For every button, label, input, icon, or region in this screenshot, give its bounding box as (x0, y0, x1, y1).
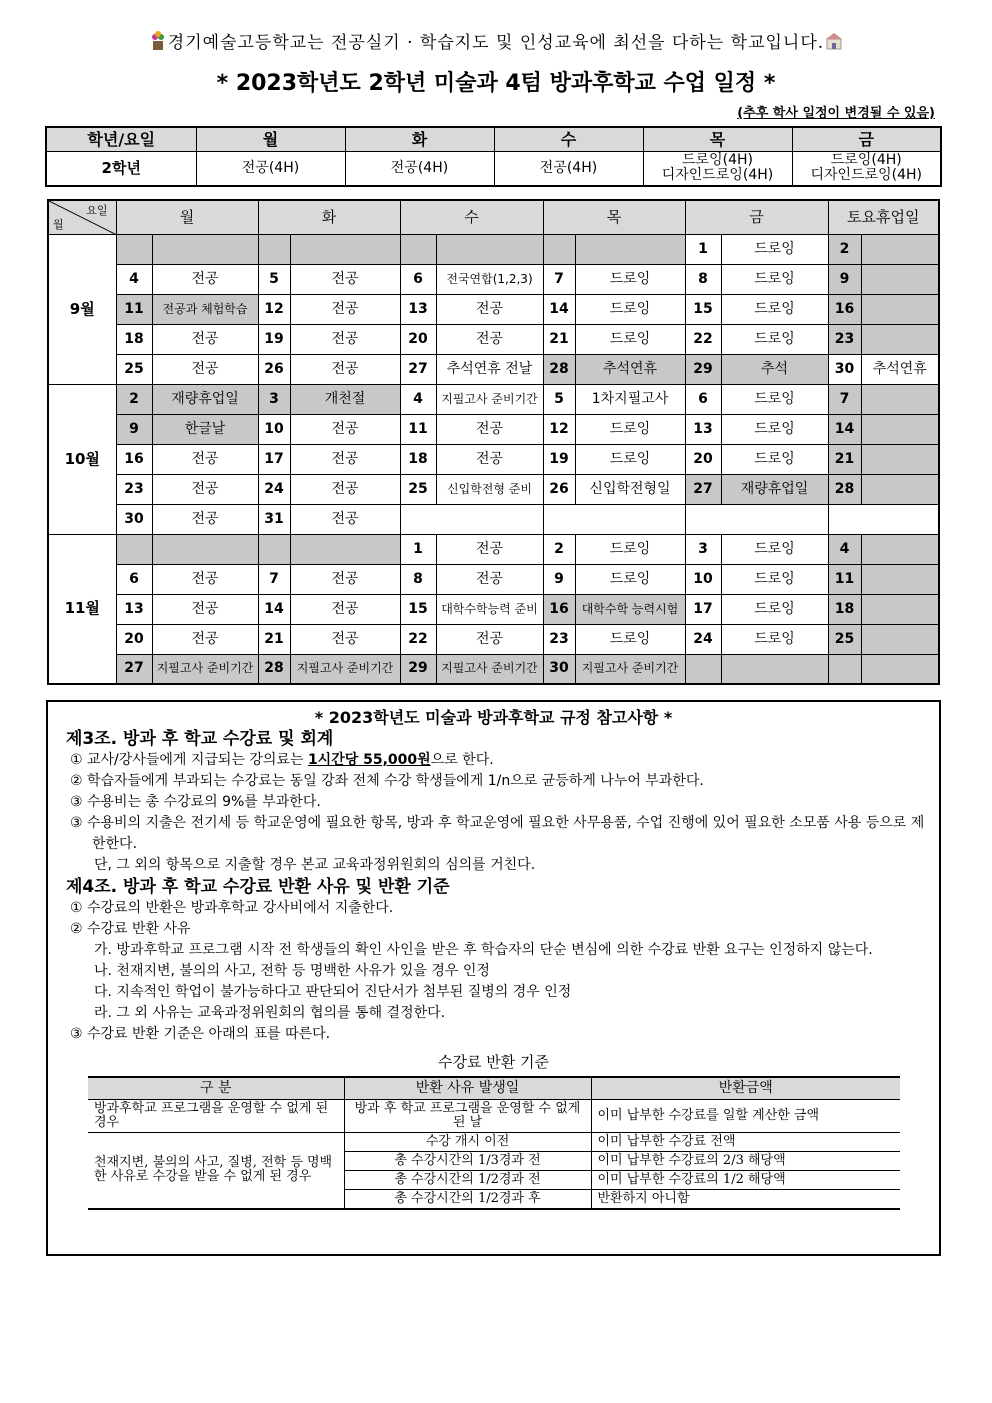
date-event: 드로잉 (575, 324, 685, 354)
date-event: 드로잉 (575, 294, 685, 324)
date-number (258, 234, 290, 264)
rule-item: ③ 수용비의 지출은 전기세 등 학교운영에 필요한 항목, 방과 후 학교운영에 필요한 사무용품, 수업 진행에 있어 필요한 소모품 사용 등으로 제한한다. (70, 815, 925, 852)
date-number: 20 (685, 444, 721, 474)
date-number: 23 (543, 624, 575, 654)
date-number: 16 (828, 294, 861, 324)
date-event: 드로잉 (575, 414, 685, 444)
date-event: 드로잉 (721, 564, 828, 594)
date-number: 25 (828, 624, 861, 654)
calendar-week-row (48, 534, 939, 564)
date-number: 12 (258, 294, 290, 324)
calendar-week-row (48, 654, 939, 684)
date-number: 17 (685, 594, 721, 624)
refund-date: 방과 후 학교 프로그램을 운영할 수 없게 된 날 (344, 1099, 591, 1132)
refund-amount: 이미 납부한 수강료의 2/3 해당액 (591, 1151, 900, 1170)
date-number: 11 (116, 294, 152, 324)
date-event: 전공 (152, 444, 258, 474)
schedule-change-note: (추후 학사 일정이 변경될 수 있음) (737, 106, 935, 121)
date-event: 전공 (436, 414, 543, 444)
date-number: 21 (258, 624, 290, 654)
calendar-week-row (48, 294, 939, 324)
date-number: 4 (116, 264, 152, 294)
date-event (861, 654, 939, 684)
date-event: 재량휴업일 (721, 474, 828, 504)
date-event (861, 384, 939, 414)
date-number: 16 (116, 444, 152, 474)
date-number: 11 (828, 564, 861, 594)
calendar-week-row (48, 324, 939, 354)
rules-title: * 2023학년도 미술과 방과후학교 규정 참고사항 * (314, 708, 673, 727)
date-event: 1차지필고사 (575, 384, 685, 414)
date-event: 드로잉 (721, 294, 828, 324)
date-event: 지필고사 준비기간 (436, 384, 543, 414)
date-event: 대학수학 능력시험 (575, 594, 685, 624)
summary-header-cell: 금 (792, 127, 941, 151)
date-event: 드로잉 (721, 594, 828, 624)
date-number: 6 (116, 564, 152, 594)
date-number: 12 (543, 414, 575, 444)
weekly-summary-table (45, 126, 942, 187)
date-number: 20 (116, 624, 152, 654)
slogan-text: 경기예술고등학교는 전공실기 · 학습지도 및 인성교육에 최선을 다하는 학교입니다. (167, 33, 825, 53)
date-number: 10 (685, 564, 721, 594)
calendar-week-row (48, 414, 939, 444)
refund-header-cell: 구 분 (88, 1077, 344, 1099)
calendar-week-row (48, 264, 939, 294)
date-number: 19 (543, 444, 575, 474)
page-title: * 2023학년도 2학년 미술과 4텀 방과후학교 수업 일정 * (216, 71, 776, 96)
date-number: 14 (828, 414, 861, 444)
date-number: 6 (400, 264, 436, 294)
date-number: 5 (258, 264, 290, 294)
date-number (685, 654, 721, 684)
date-event: 드로잉 (575, 564, 685, 594)
date-event (861, 474, 939, 504)
summary-line: 디자인드로잉(4H) (661, 167, 774, 184)
date-event: 전공 (152, 354, 258, 384)
date-event (290, 534, 400, 564)
date-event (861, 594, 939, 624)
refund-amount: 이미 납부한 수강료의 1/2 해당액 (591, 1170, 900, 1189)
date-number: 27 (116, 654, 152, 684)
date-number: 3 (685, 534, 721, 564)
summary-grade: 2학년 (46, 151, 196, 186)
corner-header (48, 200, 116, 234)
empty-cell (828, 504, 939, 534)
date-number: 21 (828, 444, 861, 474)
date-event (721, 654, 828, 684)
date-number: 15 (685, 294, 721, 324)
date-event (861, 624, 939, 654)
date-event: 전공 (152, 564, 258, 594)
rule-subitem: 라. 그 외 사유는 교육과정위원회의 협의를 통해 결정한다. (94, 1005, 446, 1021)
date-event: 드로잉 (721, 534, 828, 564)
calendar-week-row (48, 444, 939, 474)
rule-text: ① 교사/강사들에게 지급되는 강의료는 (70, 752, 308, 768)
date-event: 전공 (152, 264, 258, 294)
date-number: 28 (828, 474, 861, 504)
date-event (861, 234, 939, 264)
date-event: 전공 (152, 324, 258, 354)
date-event: 드로잉 (721, 384, 828, 414)
date-event: 지필고사 준비기간 (290, 654, 400, 684)
corner-day-label: 요일 (86, 204, 108, 217)
rule-item: ③ 수강료 반환 기준은 아래의 표를 따른다. (70, 1026, 331, 1042)
date-number: 22 (400, 624, 436, 654)
calendar-week-row (48, 384, 939, 414)
date-event: 대학수학능력 준비 (436, 594, 543, 624)
date-number: 17 (258, 444, 290, 474)
calendar-week-row (48, 594, 939, 624)
day-header: 토요휴업일 (828, 200, 939, 234)
date-event: 지필고사 준비기간 (152, 654, 258, 684)
rules-section (46, 700, 941, 1256)
date-event: 드로잉 (721, 234, 828, 264)
summary-header-cell: 목 (643, 127, 792, 151)
date-number: 18 (828, 594, 861, 624)
day-header: 화 (258, 200, 400, 234)
date-number: 4 (828, 534, 861, 564)
rule-item (70, 750, 931, 771)
summary-cell (792, 151, 941, 186)
date-number: 18 (400, 444, 436, 474)
date-event: 재량휴업일 (152, 384, 258, 414)
date-event: 전공 (290, 564, 400, 594)
date-event (575, 234, 685, 264)
date-number: 20 (400, 324, 436, 354)
date-event: 전국연합(1,2,3) (436, 264, 543, 294)
date-event (861, 264, 939, 294)
date-number: 13 (400, 294, 436, 324)
date-event: 전공 (152, 624, 258, 654)
calendar-week-row (48, 234, 939, 264)
date-number: 30 (116, 504, 152, 534)
date-number: 10 (258, 414, 290, 444)
summary-header-cell: 학년/요일 (46, 127, 196, 151)
date-event: 드로잉 (575, 534, 685, 564)
date-number: 9 (116, 414, 152, 444)
date-number (258, 534, 290, 564)
summary-cell: 전공(4H) (196, 151, 345, 186)
date-number: 14 (543, 294, 575, 324)
refund-table-title: 수강료 반환 기준 (438, 1053, 549, 1071)
date-number: 29 (685, 354, 721, 384)
date-number (116, 234, 152, 264)
article-3-heading: 제3조. 방과 후 학교 수강료 및 회계 (66, 729, 334, 749)
date-event: 전공 (436, 444, 543, 474)
date-event: 전공 (152, 474, 258, 504)
date-number: 25 (116, 354, 152, 384)
summary-line: 디자인드로잉(4H) (810, 167, 922, 184)
school-slogan (0, 28, 992, 53)
refund-date: 총 수강시간의 1/2경과 전 (344, 1170, 591, 1189)
date-number: 27 (685, 474, 721, 504)
date-event: 드로잉 (721, 414, 828, 444)
empty-cell (543, 504, 685, 534)
date-number: 7 (543, 264, 575, 294)
date-number: 29 (400, 654, 436, 684)
date-event: 신입학전형일 (575, 474, 685, 504)
date-number: 26 (543, 474, 575, 504)
date-event: 전공 (152, 594, 258, 624)
date-number: 9 (543, 564, 575, 594)
empty-cell (400, 504, 543, 534)
summary-line: 드로잉(4H) (830, 152, 902, 169)
date-event: 드로잉 (721, 264, 828, 294)
date-number: 21 (543, 324, 575, 354)
date-number: 30 (543, 654, 575, 684)
date-event: 전공 (436, 294, 543, 324)
summary-header-cell: 화 (345, 127, 494, 151)
refund-amount: 이미 납부한 수강료를 일할 계산한 금액 (591, 1099, 900, 1132)
date-number: 25 (400, 474, 436, 504)
summary-cell: 전공(4H) (494, 151, 643, 186)
date-event (861, 534, 939, 564)
corner-month-label: 월 (53, 217, 64, 231)
refund-header-cell: 반환 사유 발생일 (344, 1077, 591, 1099)
summary-header-cell: 월 (196, 127, 345, 151)
date-event: 신입학전형 준비 (436, 474, 543, 504)
date-number: 15 (400, 594, 436, 624)
month-label: 9월 (48, 234, 116, 384)
date-event: 전공 (290, 624, 400, 654)
date-number: 30 (828, 354, 861, 384)
date-number: 18 (116, 324, 152, 354)
calendar-week-row (48, 564, 939, 594)
date-event: 드로잉 (721, 444, 828, 474)
refund-case: 방과후학교 프로그램을 운영할 수 없게 된 경우 (88, 1099, 344, 1132)
refund-date: 총 수강시간의 1/2경과 후 (344, 1189, 591, 1209)
refund-header-cell: 반환금액 (591, 1077, 900, 1099)
date-event: 드로잉 (575, 624, 685, 654)
date-event (152, 534, 258, 564)
rule-item: ① 수강료의 반환은 방과후학교 강사비에서 지출한다. (70, 900, 394, 916)
date-number: 7 (828, 384, 861, 414)
calendar-week-row (48, 474, 939, 504)
date-event: 전공 (290, 324, 400, 354)
school-building-icon (824, 31, 844, 51)
date-number (400, 234, 436, 264)
date-event: 전공 (436, 324, 543, 354)
date-event: 전공 (290, 264, 400, 294)
date-number (828, 654, 861, 684)
date-number: 2 (828, 234, 861, 264)
date-event: 전공 (152, 504, 258, 534)
date-number: 8 (685, 264, 721, 294)
refund-table (88, 1076, 900, 1210)
month-label: 11월 (48, 534, 116, 684)
calendar-week-row (48, 624, 939, 654)
date-number: 5 (543, 384, 575, 414)
fee-rate: 1시간당 55,000원 (307, 752, 431, 768)
month-label: 10월 (48, 384, 116, 534)
date-event (861, 444, 939, 474)
refund-amount: 이미 납부한 수강료 전액 (591, 1132, 900, 1151)
date-event (436, 234, 543, 264)
rule-text: 으로 한다. (430, 752, 494, 768)
summary-cell (643, 151, 792, 186)
date-number: 23 (828, 324, 861, 354)
summary-cell: 전공(4H) (345, 151, 494, 186)
date-number: 16 (543, 594, 575, 624)
date-number: 22 (685, 324, 721, 354)
rule-subitem: 나. 천재지변, 불의의 사고, 전학 등 명백한 사유가 있을 경우 인정 (94, 963, 490, 979)
article-4-heading: 제4조. 방과 후 학교 수강료 반환 사유 및 반환 기준 (66, 877, 450, 897)
date-number: 31 (258, 504, 290, 534)
date-event: 전공과 체험학습 (152, 294, 258, 324)
date-number: 2 (543, 534, 575, 564)
refund-date: 총 수강시간의 1/3경과 전 (344, 1151, 591, 1170)
flower-pot-icon (148, 31, 168, 51)
date-event: 전공 (436, 564, 543, 594)
calendar-week-row (48, 504, 939, 534)
refund-date: 수강 개시 이전 (344, 1132, 591, 1151)
calendar-week-row (48, 354, 939, 384)
date-number: 14 (258, 594, 290, 624)
date-number: 24 (258, 474, 290, 504)
date-event: 추석연휴 (861, 354, 939, 384)
date-event: 추석연휴 전날 (436, 354, 543, 384)
rule-subitem: 다. 지속적인 학업이 불가능하다고 판단되어 진단서가 첨부된 질병의 경우 인정 (94, 984, 572, 1000)
date-number: 24 (685, 624, 721, 654)
date-number: 7 (258, 564, 290, 594)
rule-item: ② 학습자들에게 부과되는 수강료는 동일 강좌 전체 수강 학생들에게 1/n으로 균등하게 나누어 부과한다. (70, 773, 704, 789)
date-event: 드로잉 (721, 624, 828, 654)
date-event: 전공 (290, 444, 400, 474)
refund-case: 천재지변, 불의의 사고, 질병, 전학 등 명백한 사유로 수강을 받을 수 없게 된 경우 (88, 1132, 344, 1209)
date-number: 13 (685, 414, 721, 444)
refund-amount: 반환하지 아니함 (591, 1189, 900, 1209)
summary-header-cell: 수 (494, 127, 643, 151)
date-number: 13 (116, 594, 152, 624)
date-event: 지필고사 준비기간 (575, 654, 685, 684)
date-event (861, 294, 939, 324)
date-number: 8 (400, 564, 436, 594)
day-header: 월 (116, 200, 258, 234)
date-number: 28 (258, 654, 290, 684)
date-event: 추석연휴 (575, 354, 685, 384)
date-event: 드로잉 (575, 264, 685, 294)
date-event: 전공 (290, 294, 400, 324)
date-event: 지필고사 준비기간 (436, 654, 543, 684)
date-event: 전공 (436, 534, 543, 564)
date-number: 2 (116, 384, 152, 414)
date-number: 9 (828, 264, 861, 294)
date-number: 27 (400, 354, 436, 384)
date-event (861, 564, 939, 594)
date-number: 26 (258, 354, 290, 384)
monthly-calendar-table (47, 199, 940, 685)
rule-item: ② 수강료 반환 사유 (70, 921, 191, 937)
day-header: 금 (685, 200, 828, 234)
date-number (543, 234, 575, 264)
date-event: 전공 (290, 354, 400, 384)
date-event: 전공 (290, 414, 400, 444)
date-number: 1 (400, 534, 436, 564)
date-number: 11 (400, 414, 436, 444)
date-number: 23 (116, 474, 152, 504)
summary-line: 드로잉(4H) (682, 152, 753, 169)
date-event (290, 234, 400, 264)
day-header: 목 (543, 200, 685, 234)
date-event: 드로잉 (721, 324, 828, 354)
empty-cell (685, 504, 828, 534)
date-number (116, 534, 152, 564)
date-number: 4 (400, 384, 436, 414)
date-event: 추석 (721, 354, 828, 384)
date-number: 28 (543, 354, 575, 384)
date-number: 1 (685, 234, 721, 264)
date-event (152, 234, 258, 264)
date-event: 전공 (436, 624, 543, 654)
rule-item: 단, 그 외의 항목으로 지출할 경우 본교 교육과정위원회의 심의를 거친다. (94, 857, 536, 873)
date-event (861, 324, 939, 354)
date-event: 드로잉 (575, 444, 685, 474)
rule-item: ③ 수용비는 총 수강료의 9%를 부과한다. (70, 794, 321, 810)
date-number: 19 (258, 324, 290, 354)
date-event: 개천절 (290, 384, 400, 414)
rule-subitem: 가. 방과후학교 프로그램 시작 전 학생들의 확인 사인을 받은 후 학습자의 단순 변심에 의한 수강료 반환 요구는 인정하지 않는다. (94, 942, 873, 958)
date-number: 3 (258, 384, 290, 414)
date-number: 6 (685, 384, 721, 414)
date-event (861, 414, 939, 444)
date-event: 한글날 (152, 414, 258, 444)
date-event: 전공 (290, 474, 400, 504)
date-event: 전공 (290, 594, 400, 624)
day-header: 수 (400, 200, 543, 234)
date-event: 전공 (290, 504, 400, 534)
